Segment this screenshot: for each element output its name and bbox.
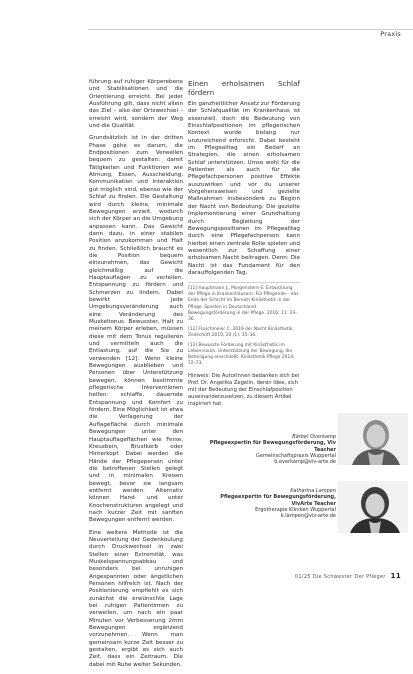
page-number: 11 [390, 572, 401, 580]
author-photo [338, 413, 408, 465]
section-label: Praxis [380, 30, 401, 38]
author-organization: Ergotherapie Kliniken Wuppertal [255, 506, 336, 513]
box-paragraph: Ein ganzheitlicher Ansatz zur Förderung der Schlafqualität im Krankenhaus ist essenziell, doch die Bedeutung von Einschlafpositionen im pflegerischen Kontext wurde bislang nur unzureichend erforscht. Dabei besteht im Pflegealltag ein Bedarf an Strategien, die einen erholsamen Schlaf unterstützen. Umso wohl für die Patienten als auch für die Pflegefachpersonen positive Effekte auszuwirken und vor du unserer Vorgehensweisen und gezielte Maßnahmen insbesondere zu Beginn der Nacht von Bedeutung. Die gezielte Implementierung einer Grundhaltung durch Begleitung der Bewegungspositionen im Pflegealltag durch eine Pflegefachperson kann hierbei einen zentrale Rolle spielen und wesentlich zur Schaffung einer erholsamen Nacht beitragen. Denn: Die Nacht ist das Fundament für den darauffolgenden Tag. [188, 101, 300, 276]
header-rule [88, 29, 413, 42]
author-photo [338, 481, 408, 533]
author-card [200, 488, 336, 519]
box-title: Einen erholsamen Schlaf fördern [188, 79, 300, 97]
author-card [200, 434, 336, 465]
author-role: Pflegeexpertin für Bewegungsförderung, VivArte Teacher [220, 494, 336, 507]
acknowledgement-note: Hinweis: Die Autorinnen bedanken sich bei Prof. Dr. Angelika Zegelin, deren Idee, sich mit der Bedeutung der Einschlafposition auseinanderzusetzen, zu diesem Artikel inspiriert hat. [188, 373, 300, 408]
right-column [188, 79, 300, 408]
author-name: Bärbel Overkamp [292, 434, 336, 440]
body-paragraph: Grundsätzlich ist in der dritten Phase gehe es darum, die Endpositionen zum Verweilen bequem zu gestalten: damit Tätigkeiten und Funktionen wie Atmung, Essen, Ausscheidung, Kommunikation und Interaktion gut möglich sind, ebenso wie der Schlaf zu finden. Die Gestaltung wird durch kleine, minimale Bewegungen erzielt, wodurch sich der Körper an die Umgebung anpassen kann. Das Gewicht dann dazu, in einer stabilen Position anzukommen und Halt zu finden. Schließlich braucht es die Position bequem einzunehmen, das Gewicht gleichmäßig auf die Hauptauflagen zu verteilen, Entspannung zu fördern und Schmerzen zu lindern. Dabei bewirkt jede Umgebungsveränderung auch eine Veränderung des Muskeltonus. Bewusster, Halt zu meinem Körper erleben, müssen diese mit dem Tonus regulieren und vermitteln auch die Entlastung, auf die Sie zu verwenden [12]. Wenn kleine Bewegungen ausblieben und Personen über Unterstützung bewegen, können bestimmte pflegerische Interventionen helfen: schlaffe, dauernde Entspannung und Komfort zu fördern. Eine Möglichkeit ist etwa die Verlagerung der Auflagefläche durch minimale Bewegungen unter den Hauptauflageflächen wie Ferse, Kreuzbein, Brustkorb oder Hinterkopf. Dabei werden die Hände der Pflegeperson unter die betroffenen Stellen gelegt und in minimalen Kreisen bewegt, bevor sie langsam entfernt werden. Alternativ können Hand- und unter Knochenstrukturen angelegt und nach kurzer Zeit mit sanften Bewegungen entfernt werden. [89, 135, 183, 524]
author-organization: Gemeinschaftspraxis Wuppertal [256, 452, 336, 459]
author-email[interactable]: b.overkamp@viv-arte.de [274, 459, 336, 466]
reference-item: [13] Bewusste Förderung mit Kinästhetik im Lebensraum. Unterstützung der Bewegung, die Beteiligung einschließt. Kinästhetik Pflege 2014; 72–73. [188, 343, 295, 367]
reference-item: [12] Froschmeier C. 2019 der Nacht Kinästhetik. Zeitschrift 2015, 20 (1): 35–36. [188, 326, 294, 338]
references-list [188, 286, 300, 367]
author-name: Katharina Lampen [290, 488, 336, 494]
issue-label: 01/25 Die Schwester Der Pfleger [294, 574, 386, 580]
page-footer [295, 572, 401, 580]
body-paragraph: Eine weitere Methode ist die Neuverteilung der Gedenkoulung durch Druckwechsel in zwei Stellen einer Extremität, was Muskelspannungsabbau und besonders bei unruhigen Angespannten oder ängstlichen Personen hilfreich ist. Nach der Positionierung empfiehlt es sich zunächst die erwünschte Lage bei ruhigen Patientinnen zu verweilen, um nach ein paar Minuten vor Verbesserung 2mm Bewegungen ergänzend vorzunehmen. Wenn man gemeinsam kurze Zeit besser zu gestalten, ergibt es sich auch Zeit, dass ein Zeitraum. Die dabei mit Ruhe weiter Sekunden. [89, 529, 183, 668]
body-paragraph: führung auf ruhiger Körperebene und Stabilisationen und die Orientierung erreicht. Bei jeder Ausführung gilt, dass nicht allein das Ziel – also der Ortswechsel – erreicht wird, sondern der Weg und die Qualität. [89, 79, 183, 130]
author-email[interactable]: k.lampen@viv-arte.de [280, 513, 336, 520]
reference-item: [11] Hauptmann J., Morgenstern S. Entwicklung der Pflege in Krankenhäusern. Für Pflegende – das Ende der Schicht im Bereich Kinästhetik in der Pflege. Sparten in Deutschland. Bewegungsförderung in der Pflege. 2016; 11: 33–36. [188, 286, 299, 322]
author-role: Pflegeexpertin für Bewegungsförderung, Viv Teacher [209, 440, 336, 453]
references-rule [188, 282, 300, 283]
